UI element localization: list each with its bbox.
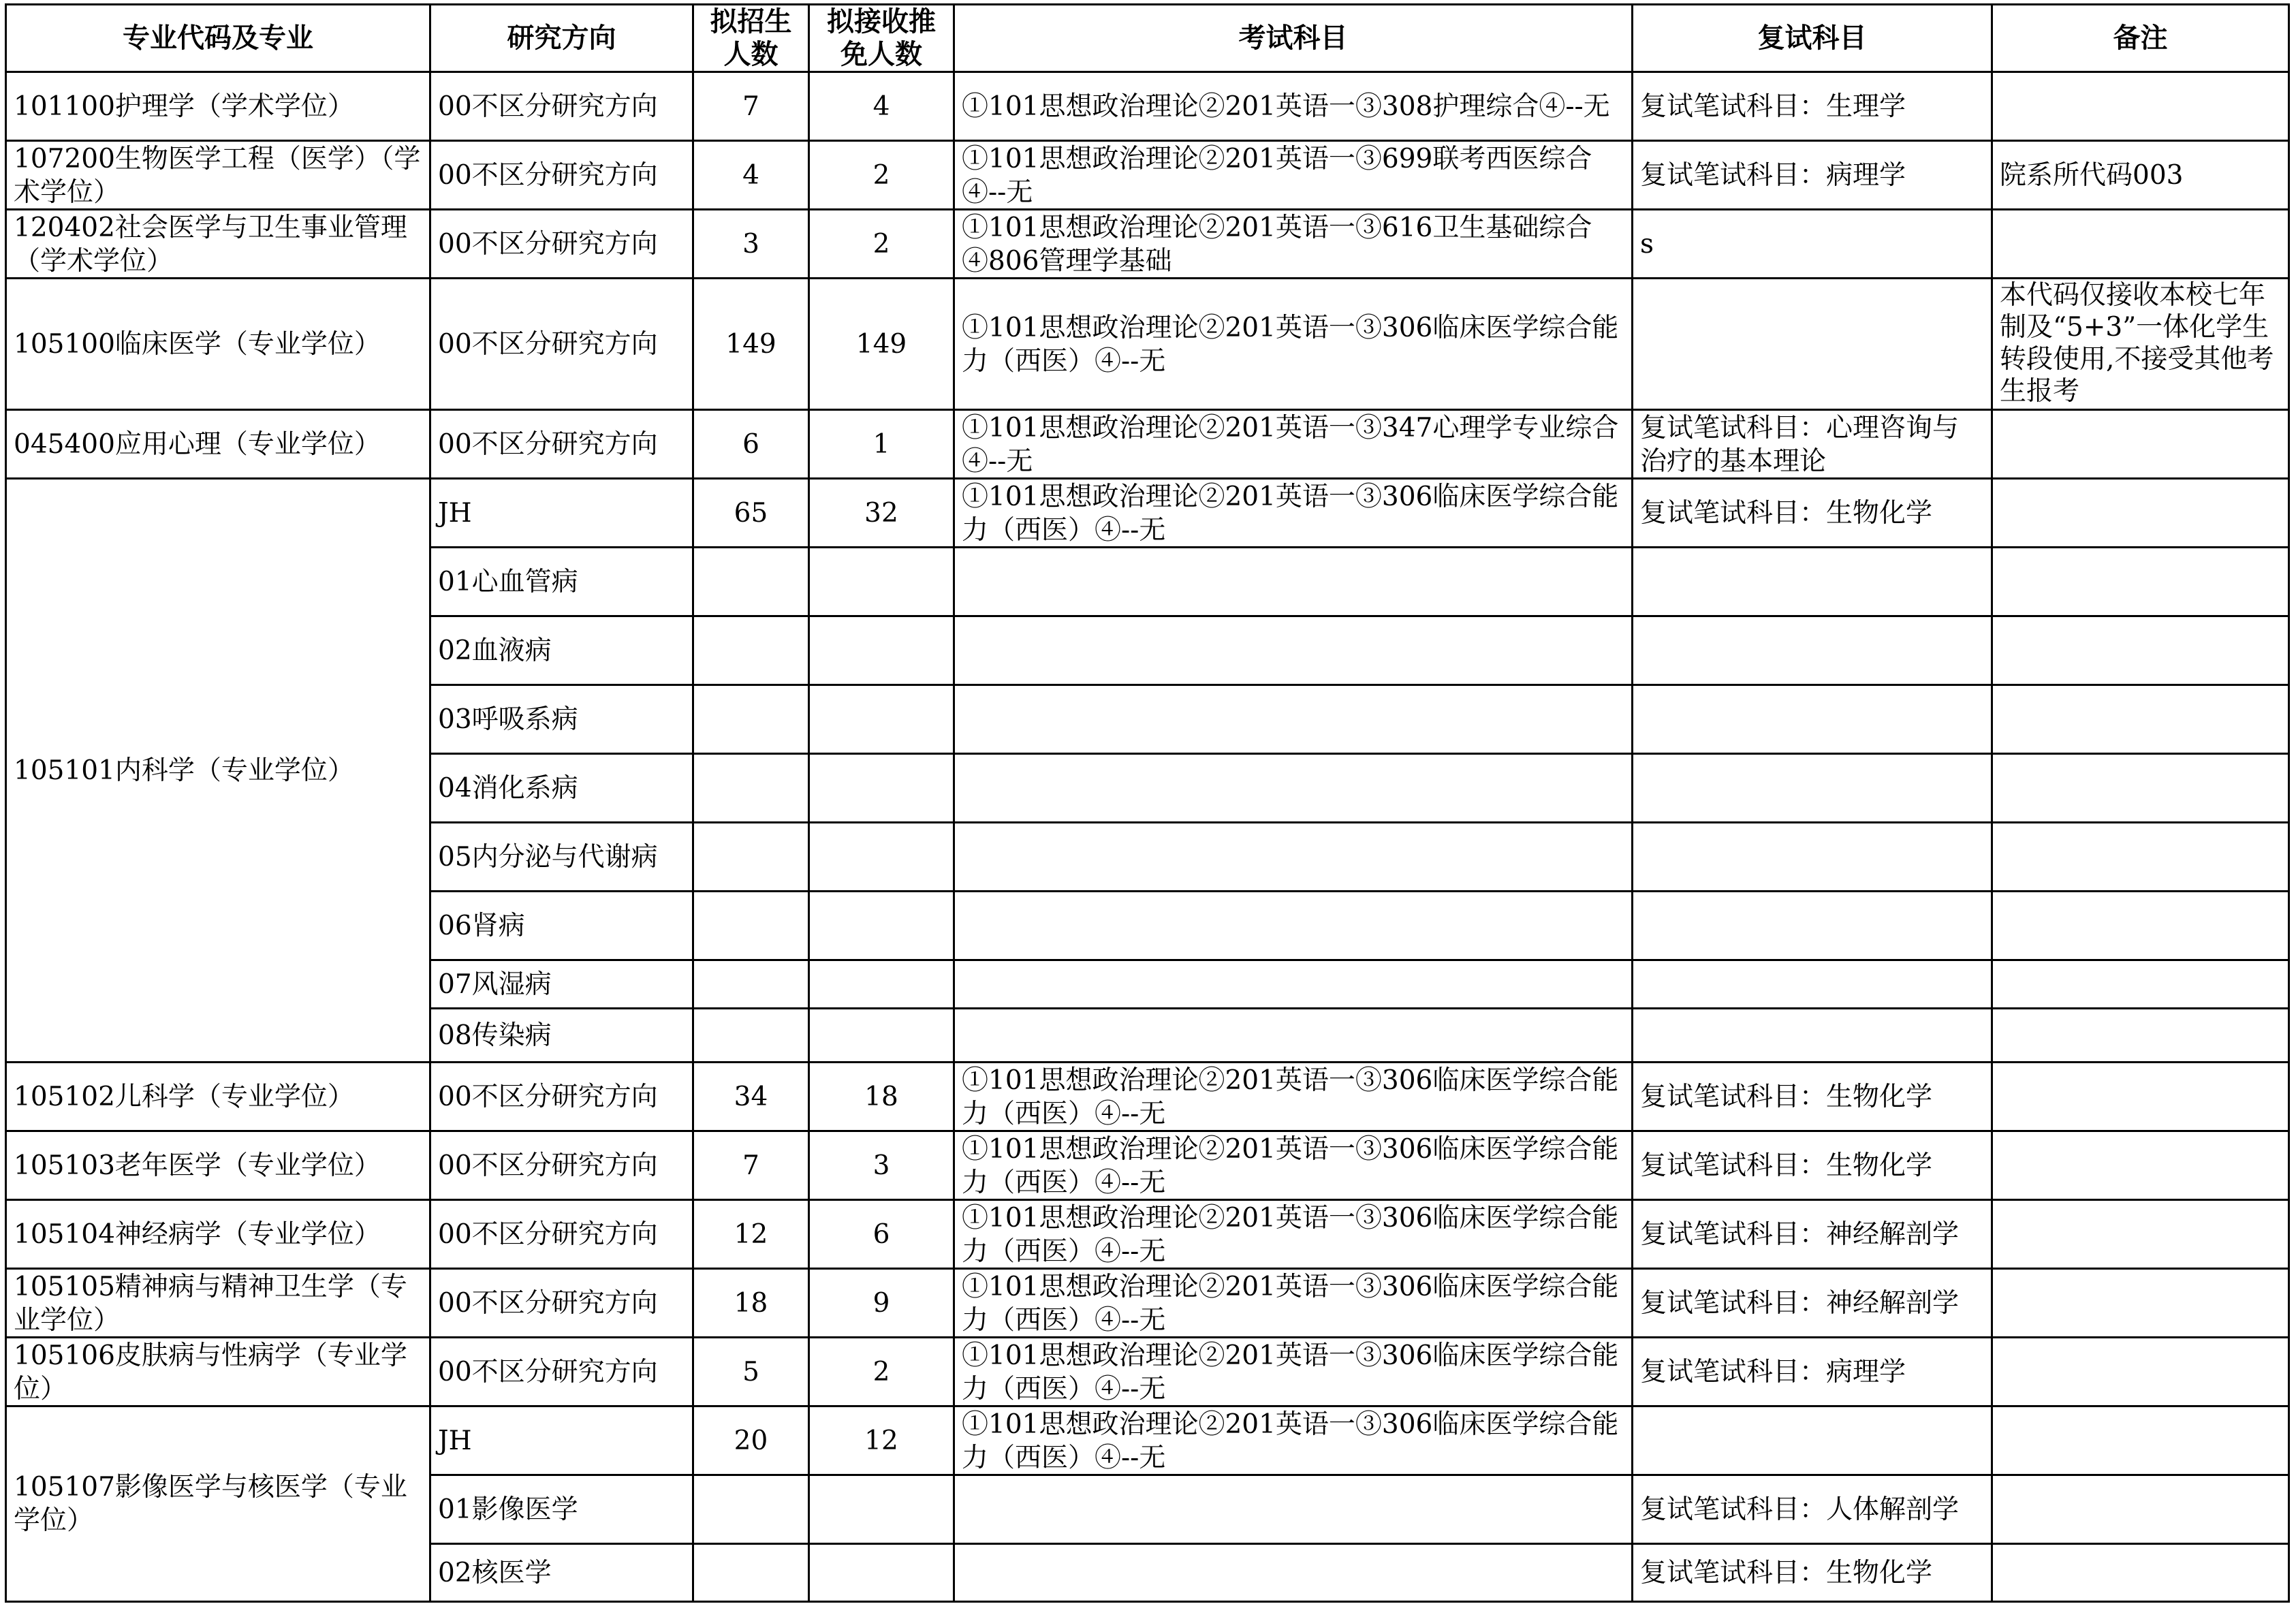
direction-cell: 00不区分研究方向 [430,1338,693,1406]
direction-cell: 03呼吸系病 [430,685,693,754]
exempt-cell: 2 [809,141,954,210]
major-text: 107200生物医学工程（医学）（学术学位） [14,144,421,208]
exam-text: ①101思想政治理论②201英语一③306临床医学综合能力（西医）④--无 [962,313,1619,377]
planned-cell: 149 [693,279,809,410]
exam-text: ①101思想政治理论②201英语一③306临床医学综合能力（西医）④--无 [962,1272,1619,1336]
direction-cell: 00不区分研究方向 [430,141,693,210]
table-row [6,1338,2289,1406]
exempt-cell: 2 [809,1338,954,1406]
empty-cell [1992,685,2289,754]
retest-cell: 复试笔试科目：人体解剖学 [1633,1475,1992,1544]
header-exempt: 拟接收推免人数 [809,5,954,72]
major-cell [6,1338,430,1406]
empty-cell [1633,548,1992,616]
empty-cell [809,616,954,685]
empty-cell [1633,754,1992,823]
exam-cell [954,479,1633,548]
header-row [6,5,2289,72]
exempt-cell: 9 [809,1269,954,1338]
exam-cell [954,210,1633,279]
retest-cell: 复试笔试科目：生物化学 [1633,1063,1992,1131]
remark-cell [1992,72,2289,141]
direction-cell: 00不区分研究方向 [430,1063,693,1131]
exam-cell [954,1200,1633,1269]
direction-cell: 00不区分研究方向 [430,279,693,410]
retest-cell: 复试笔试科目：病理学 [1633,1338,1992,1406]
retest-cell: s [1633,210,1992,279]
empty-cell [809,754,954,823]
major-cell: 105102儿科学（专业学位） [6,1063,430,1131]
exam-cell [954,279,1633,410]
retest-cell [1633,1406,1992,1475]
table-row [6,1063,2289,1131]
exempt-cell: 18 [809,1063,954,1131]
admissions-table [5,3,2290,1603]
retest-cell [1633,410,1992,479]
empty-cell [954,960,1633,1009]
table-row [6,72,2289,141]
empty-cell [954,1009,1633,1063]
major-cell: 105101内科学（专业学位） [6,479,430,1063]
empty-cell [693,548,809,616]
exam-text: ①101思想政治理论②201英语一③306临床医学综合能力（西医）④--无 [962,482,1619,546]
empty-cell [1992,823,2289,892]
exempt-cell: 3 [809,1131,954,1200]
exam-text: ①101思想政治理论②201英语一③306临床医学综合能力（西医）④--无 [962,1340,1619,1404]
planned-cell: 34 [693,1063,809,1131]
remark-cell [1992,1200,2289,1269]
empty-cell [809,823,954,892]
major-cell: 101100护理学（学术学位） [6,72,430,141]
exam-cell [954,141,1633,210]
remark-cell [1992,1338,2289,1406]
header-remark: 备注 [1992,5,2289,72]
remark-cell [1992,479,2289,548]
remark-cell [1992,410,2289,479]
major-cell [6,141,430,210]
empty-cell [1992,1009,2289,1063]
direction-cell: 00不区分研究方向 [430,210,693,279]
empty-cell [954,823,1633,892]
major-cell: 045400应用心理（专业学位） [6,410,430,479]
table-row [6,1131,2289,1200]
empty-cell [809,892,954,960]
direction-cell: 02核医学 [430,1544,693,1602]
exempt-cell: 4 [809,72,954,141]
retest-cell: 复试笔试科目：神经解剖学 [1633,1269,1992,1338]
empty-cell [693,1009,809,1063]
retest-cell [1633,279,1992,410]
empty-cell [1633,823,1992,892]
table-row [6,210,2289,279]
empty-cell [954,548,1633,616]
empty-cell [954,1544,1633,1602]
planned-cell: 5 [693,1338,809,1406]
major-cell [6,210,430,279]
remark-cell: 院系所代码003 [1992,141,2289,210]
direction-cell: 08传染病 [430,1009,693,1063]
remark-cell [1992,1406,2289,1475]
retest-cell: 复试笔试科目：生物化学 [1633,1131,1992,1200]
direction-cell: 00不区分研究方向 [430,1269,693,1338]
planned-cell: 7 [693,72,809,141]
header-direction: 研究方向 [430,5,693,72]
header-retest: 复试科目 [1633,5,1992,72]
exam-cell [954,1338,1633,1406]
major-cell: 105104神经病学（专业学位） [6,1200,430,1269]
major-text: 120402社会医学与卫生事业管理（学术学位） [14,213,407,277]
planned-cell: 65 [693,479,809,548]
exam-text: ①101思想政治理论②201英语一③306临床医学综合能力（西医）④--无 [962,1203,1619,1267]
exam-text: ①101思想政治理论②201英语一③347心理学专业综合④--无 [962,413,1619,477]
direction-cell: 04消化系病 [430,754,693,823]
empty-cell [954,616,1633,685]
remark-cell [1992,210,2289,279]
exempt-cell: 32 [809,479,954,548]
empty-cell [954,892,1633,960]
exempt-cell: 149 [809,279,954,410]
empty-cell [1992,616,2289,685]
empty-cell [1992,1475,2289,1544]
empty-cell [809,960,954,1009]
table-row [6,479,2289,548]
empty-cell [954,685,1633,754]
retest-cell: 复试笔试科目：生物化学 [1633,1544,1992,1602]
empty-cell [809,1475,954,1544]
table-row [6,141,2289,210]
retest-text: 复试笔试科目：心理咨询与治疗的基本理论 [1640,413,1960,477]
empty-cell [954,1475,1633,1544]
retest-cell: 复试笔试科目：神经解剖学 [1633,1200,1992,1269]
empty-cell [693,754,809,823]
direction-cell: 00不区分研究方向 [430,1131,693,1200]
empty-cell [809,685,954,754]
direction-cell: 00不区分研究方向 [430,1200,693,1269]
direction-cell: 07风湿病 [430,960,693,1009]
empty-cell [1633,685,1992,754]
major-cell: 105100临床医学（专业学位） [6,279,430,410]
direction-cell: 02血液病 [430,616,693,685]
empty-cell [1633,1009,1992,1063]
empty-cell [1992,960,2289,1009]
retest-cell: 复试笔试科目：生理学 [1633,72,1992,141]
exam-cell [954,410,1633,479]
direction-cell: 01影像医学 [430,1475,693,1544]
remark-text: 本代码仅接收本校七年制及“5+3”一体化学生转段使用,不接受其他考生报考 [2000,280,2274,406]
header-exam: 考试科目 [954,5,1633,72]
empty-cell [1633,960,1992,1009]
empty-cell [1992,548,2289,616]
empty-cell [809,1544,954,1602]
exam-cell: ①101思想政治理论②201英语一③308护理综合④--无 [954,72,1633,141]
exam-cell [954,1063,1633,1131]
table-row [6,410,2289,479]
empty-cell [1633,616,1992,685]
major-cell: 105103老年医学（专业学位） [6,1131,430,1200]
exam-text: ①101思想政治理论②201英语一③306临床医学综合能力（西医）④--无 [962,1409,1619,1473]
exam-text: ①101思想政治理论②201英语一③699联考西医综合④--无 [962,144,1592,208]
major-text: 105105精神病与精神卫生学（专业学位） [14,1272,407,1336]
direction-cell: JH [430,1406,693,1475]
planned-cell: 12 [693,1200,809,1269]
remark-cell [1992,1269,2289,1338]
empty-cell [693,685,809,754]
exam-cell [954,1406,1633,1475]
exam-cell [954,1131,1633,1200]
remark-cell [1992,279,2289,410]
planned-cell: 18 [693,1269,809,1338]
exempt-cell: 6 [809,1200,954,1269]
direction-cell: 00不区分研究方向 [430,410,693,479]
planned-cell: 7 [693,1131,809,1200]
header-major: 专业代码及专业 [6,5,430,72]
retest-cell: 复试笔试科目：生物化学 [1633,479,1992,548]
direction-cell: 06肾病 [430,892,693,960]
table-row [6,279,2289,410]
major-cell: 105107影像医学与核医学（专业学位） [6,1406,430,1602]
exam-text: ①101思想政治理论②201英语一③306临床医学综合能力（西医）④--无 [962,1065,1619,1129]
empty-cell [954,754,1633,823]
planned-cell: 4 [693,141,809,210]
table-row [6,1406,2289,1475]
planned-cell: 20 [693,1406,809,1475]
major-text: 105106皮肤病与性病学（专业学位） [14,1340,407,1404]
empty-cell [693,823,809,892]
direction-cell: 05内分泌与代谢病 [430,823,693,892]
header-planned: 拟招生人数 [693,5,809,72]
direction-cell: 01心血管病 [430,548,693,616]
empty-cell [693,1544,809,1602]
remark-cell [1992,1063,2289,1131]
direction-cell: JH [430,479,693,548]
empty-cell [1992,754,2289,823]
empty-cell [693,892,809,960]
planned-cell: 6 [693,410,809,479]
empty-cell [1992,892,2289,960]
remark-cell [1992,1131,2289,1200]
exam-text: ①101思想政治理论②201英语一③306临床医学综合能力（西医）④--无 [962,1134,1619,1198]
exam-text: ①101思想政治理论②201英语一③616卫生基础综合④806管理学基础 [962,213,1592,277]
major-cell [6,1269,430,1338]
planned-cell: 3 [693,210,809,279]
empty-cell [809,548,954,616]
exempt-cell: 2 [809,210,954,279]
empty-cell [693,616,809,685]
empty-cell [693,1475,809,1544]
direction-cell: 00不区分研究方向 [430,72,693,141]
exam-cell [954,1269,1633,1338]
empty-cell [693,960,809,1009]
empty-cell [1633,892,1992,960]
empty-cell [1992,1544,2289,1602]
table-row [6,1200,2289,1269]
retest-cell: 复试笔试科目：病理学 [1633,141,1992,210]
empty-cell [809,1009,954,1063]
table-row [6,1269,2289,1338]
exempt-cell: 1 [809,410,954,479]
exempt-cell: 12 [809,1406,954,1475]
